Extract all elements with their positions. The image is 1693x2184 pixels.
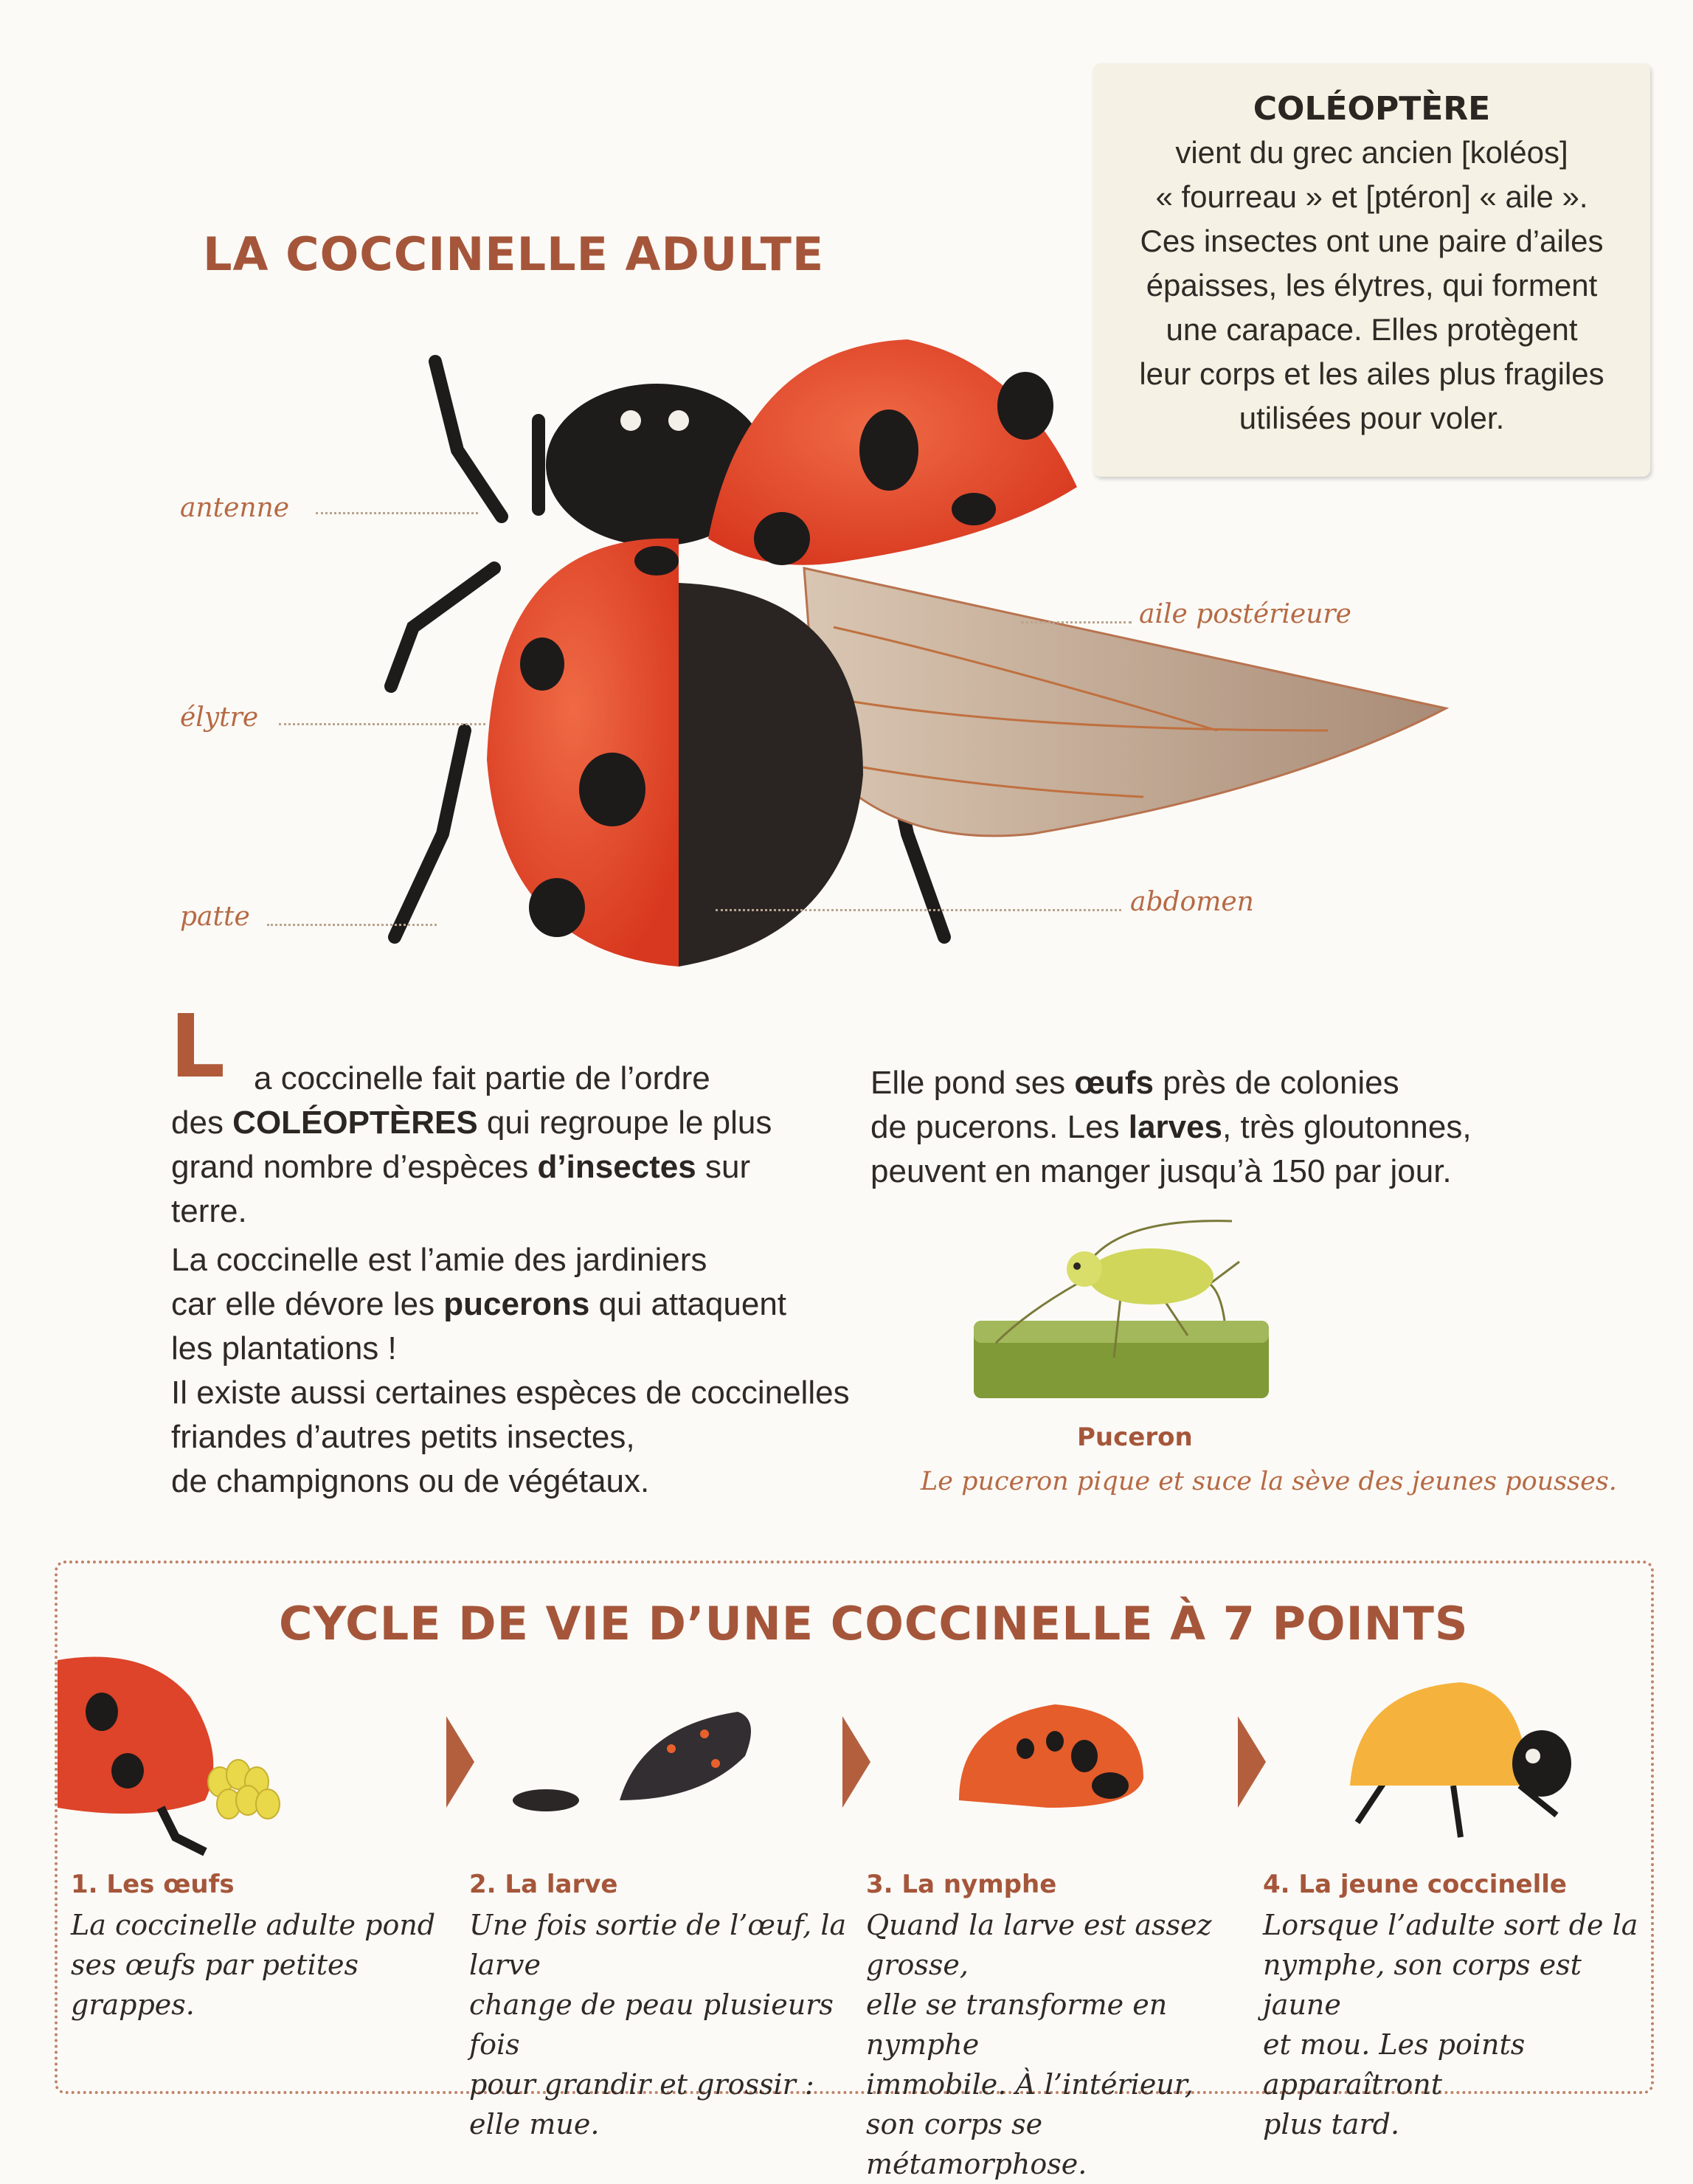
text-line: friandes d’autres petits insectes, xyxy=(171,1419,635,1455)
cycle-step-3 xyxy=(866,1870,1250,2184)
page-title: LA COCCINELLE ADULTE xyxy=(203,227,825,281)
cycle-step-1 xyxy=(71,1870,440,2025)
text-line: les plantations ! xyxy=(171,1330,397,1366)
step-title: 3. La nymphe xyxy=(866,1870,1057,1899)
step-title: 4. La jeune coccinelle xyxy=(1263,1870,1567,1899)
text-line: grand nombre d’espèces d’insectes sur terre. xyxy=(171,1149,751,1229)
cycle-title: CYCLE DE VIE D’UNE COCCINELLE À 7 POINTS xyxy=(279,1597,1469,1651)
leader-line xyxy=(716,909,1121,911)
text-line: Elle pond ses œufs près de colonies xyxy=(870,1065,1399,1101)
cycle-arrow xyxy=(1238,1716,1266,1808)
cycle-arrow xyxy=(842,1716,870,1808)
step-line: La coccinelle adulte pond xyxy=(71,1909,436,1941)
step-line: nymphe, son corps est jaune xyxy=(1263,1949,1582,2021)
step-line: Une fois sortie de l’œuf, la larve xyxy=(469,1909,847,1981)
step-line: Quand la larve est assez grosse, xyxy=(866,1909,1212,1981)
step-line: son corps se métamorphose. xyxy=(866,2108,1087,2180)
drop-cap: L xyxy=(170,995,226,1097)
puceron-name: Puceron xyxy=(1077,1423,1193,1452)
step-line: change de peau plusieurs fois xyxy=(469,1988,834,2061)
text-line: de pucerons. Les larves, très gloutonnes, xyxy=(870,1109,1472,1145)
step-line: et mou. Les points apparaîtront xyxy=(1263,2028,1526,2101)
nymph-illustration xyxy=(944,1690,1166,1822)
cycle-step-2 xyxy=(469,1870,853,2144)
card-line: leur corps et les ailes plus fragiles xyxy=(1139,356,1604,391)
eggs-illustration xyxy=(58,1653,301,1859)
intro-paragraph-1 xyxy=(171,1061,835,1234)
text-line: de champignons ou de végétaux. xyxy=(171,1463,650,1499)
puceron-caption: Le puceron pique et suce la sève des jeunes pousses. xyxy=(921,1467,1617,1496)
young-ladybug-illustration xyxy=(1343,1675,1586,1852)
label-antenne: antenne xyxy=(180,493,290,523)
card-line: épaisses, les élytres, qui forment xyxy=(1146,268,1598,303)
card-line: utilisées pour voler. xyxy=(1239,401,1505,435)
label-patte: patte xyxy=(180,902,250,932)
text-line: La coccinelle est l’amie des jardiniers xyxy=(171,1242,707,1278)
leader-line xyxy=(267,924,437,926)
leader-line xyxy=(316,512,478,514)
step-line: plus tard. xyxy=(1263,2108,1400,2140)
right-paragraph xyxy=(870,1061,1608,1194)
cycle-step-4 xyxy=(1263,1870,1647,2144)
leader-line xyxy=(1021,621,1132,623)
text-line: car elle dévore les pucerons qui attaquent xyxy=(171,1286,787,1322)
card-heading: COLÉOPTÈRE xyxy=(1253,90,1491,128)
step-title: 2. La larve xyxy=(469,1870,618,1899)
text-line: peuvent en manger jusqu’à 150 par jour. xyxy=(870,1153,1452,1189)
label-abdomen: abdomen xyxy=(1130,887,1254,917)
step-line: immobile. À l’intérieur, xyxy=(866,2068,1194,2101)
step-line: Lorsque l’adulte sort de la xyxy=(1263,1909,1638,1941)
step-title: 1. Les œufs xyxy=(71,1870,235,1899)
card-line: une carapace. Elles protègent xyxy=(1166,312,1578,347)
step-line: elle se transforme en nymphe xyxy=(866,1988,1168,2061)
step-line: pour grandir et grossir : elle mue. xyxy=(469,2068,814,2140)
step-line: ses œufs par petites grappes. xyxy=(71,1949,359,2021)
label-aile-posterieure: aile postérieure xyxy=(1139,599,1351,629)
head xyxy=(605,387,708,469)
label-elytre: élytre xyxy=(180,702,259,733)
aphid-illustration xyxy=(966,1217,1276,1409)
text-line: Il existe aussi certaines espèces de coccinelles xyxy=(171,1375,850,1411)
card-line: vient du grec ancien [koléos] xyxy=(1175,135,1568,170)
intro-paragraph-2 xyxy=(171,1238,909,1504)
leader-line xyxy=(279,723,485,725)
text-line: a coccinelle fait partie de l’ordre xyxy=(254,1060,710,1096)
larva-illustration xyxy=(494,1690,789,1822)
card-line: « fourreau » et [ptéron] « aile ». xyxy=(1155,179,1588,214)
text-line: des COLÉOPTÈRES qui regroupe le plus xyxy=(171,1105,772,1141)
ladybug-illustration xyxy=(332,317,1468,1003)
card-line: Ces insectes ont une paire d’ailes xyxy=(1140,224,1604,258)
cycle-arrow xyxy=(446,1716,474,1808)
